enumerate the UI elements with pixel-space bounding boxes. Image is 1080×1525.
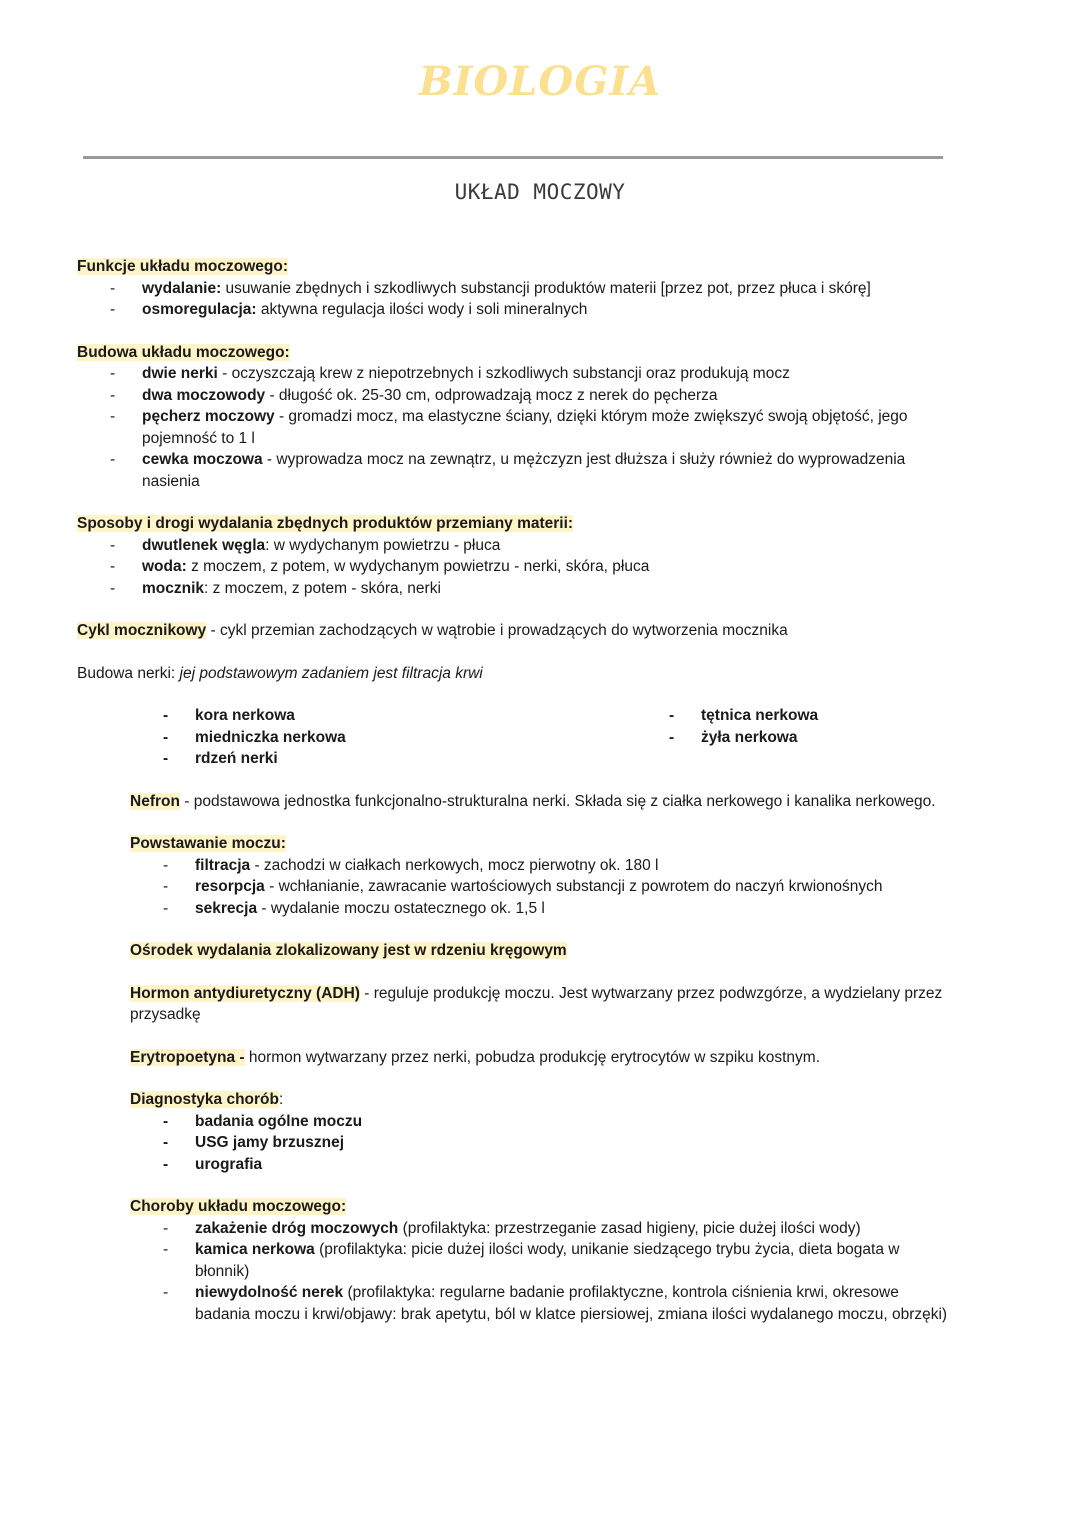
item-term: sekrecja	[195, 899, 258, 917]
item-text: z moczem, z potem, w wydychanym powietrzu - nerki, skóra, płuca	[186, 558, 650, 575]
section-budowa-nerki	[77, 663, 957, 685]
item-term: dwutlenek węgla	[142, 536, 266, 554]
item-term: zakażenie dróg moczowych	[195, 1219, 399, 1237]
section-choroby	[130, 1196, 957, 1325]
cykl-term: Cykl mocznikowy	[77, 622, 207, 639]
section-cykl	[77, 620, 957, 642]
list-item: - urografia	[130, 1154, 957, 1176]
item-text: - wydalanie moczu ostatecznego ok. 1,5 l	[257, 899, 545, 917]
heading-suffix: :	[279, 1091, 284, 1108]
list-item	[130, 1282, 957, 1325]
item-text: : w wydychanym powietrzu - płuca	[265, 536, 501, 554]
budowa-nerki-label: Budowa nerki:	[77, 664, 180, 682]
epo-term: Erytropoetyna -	[130, 1048, 245, 1066]
item-term: dwa moczowody	[142, 386, 266, 404]
epo-text: hormon wytwarzany przez nerki, pobudza produkcję erytrocytów w szpiku kostnym.	[244, 1048, 821, 1066]
list-item	[130, 1239, 957, 1282]
item-term: filtracja	[195, 856, 251, 874]
list-item	[130, 1218, 957, 1240]
list-item	[130, 876, 957, 898]
adh-term: Hormon antydiuretyczny (ADH)	[130, 984, 360, 1002]
item-text: - wchłanianie, zawracanie wartościowych substancji z powrotem do naczyń krwionośnych	[264, 878, 883, 895]
section-heading: Diagnostyka chorób	[130, 1091, 279, 1108]
list-item: - żyła nerkowa	[636, 727, 936, 749]
item-term: woda:	[142, 558, 187, 575]
page-title: BIOLOGIA	[418, 58, 662, 105]
list-item: - badania ogólne moczu	[130, 1111, 957, 1133]
item-text: usuwanie zbędnych i szkodliwych substancji produktów materii [przez pot, przez płuca i skórę]	[221, 279, 871, 297]
list-item: - miedniczka nerkowa	[130, 727, 636, 749]
section-nefron	[130, 791, 957, 813]
list-item	[130, 855, 957, 877]
item-term: kamica nerkowa	[195, 1241, 315, 1258]
list-item	[77, 278, 957, 300]
list-item	[77, 556, 957, 578]
item-text: (profilaktyka: regularne badanie profilaktyczne, kontrola ciśnienia krwi, okresowe badania moczu i krwi/objawy: brak apetytu, ból w klatce piersiowej, zmiana ilości wydalanego moczu, obrzęki)	[195, 1284, 948, 1323]
item-text: - oczyszczają krew z niepotrzebnych i szkodliwych substancji oraz produkują mocz	[217, 365, 790, 382]
item-term: dwie nerki	[142, 365, 218, 382]
section-heading: Funkcje układu moczowego:	[77, 258, 288, 275]
item-term: resorpcja	[195, 878, 265, 895]
list-item	[77, 578, 957, 600]
list-item: - USG jamy brzusznej	[130, 1132, 957, 1154]
section-heading: Sposoby i drogi wydalania zbędnych produktów przemiany materii:	[77, 515, 574, 532]
list-item	[77, 406, 957, 449]
item-text: - długość ok. 25-30 cm, odprowadzają mocz z nerek do pęcherza	[265, 386, 718, 404]
indented-block	[130, 791, 957, 1326]
section-epo	[130, 1047, 957, 1069]
kidney-parts	[130, 705, 957, 770]
list-item	[77, 363, 957, 385]
page-subtitle: UKŁAD MOCZOWY	[454, 180, 626, 204]
item-term: mocznik	[142, 579, 205, 597]
section-budowa	[77, 342, 957, 493]
divider	[83, 156, 943, 159]
section-heading: Powstawanie moczu:	[130, 835, 286, 852]
section-sposoby	[77, 513, 957, 599]
list-item: - tętnica nerkowa	[636, 705, 936, 727]
item-term: osmoregulacja:	[142, 301, 257, 318]
section-osrodek	[130, 940, 957, 962]
item-text: (profilaktyka: przestrzeganie zasad higieny, picie dużej ilości wody)	[398, 1219, 861, 1237]
list-item: - rdzeń nerki	[130, 748, 636, 770]
list-item	[130, 898, 957, 920]
item-text: aktywna regulacja ilości wody i soli mineralnych	[256, 301, 588, 318]
item-text: - zachodzi w ciałkach nerkowych, mocz pierwotny ok. 180 l	[250, 856, 659, 874]
item-term: pęcherz moczowy	[142, 408, 275, 425]
section-heading: Budowa układu moczowego:	[77, 343, 290, 361]
list-item	[77, 299, 957, 321]
osrodek-text: Ośrodek wydalania zlokalizowany jest w rdzeniu kręgowym	[130, 942, 567, 959]
nefron-term: Nefron	[130, 792, 180, 810]
item-term: wydalanie:	[142, 279, 222, 297]
cykl-text: - cykl przemian zachodzących w wątrobie i prowadzących do wytworzenia mocznika	[206, 622, 788, 639]
section-adh	[130, 983, 957, 1026]
document-body	[77, 256, 957, 1325]
section-funkcje	[77, 256, 957, 321]
section-diagnostyka	[130, 1089, 957, 1175]
item-text: (profilaktyka: picie dużej ilości wody, unikanie siedzącego trybu życia, dieta bogata w błonnik)	[195, 1241, 900, 1280]
section-powstawanie	[130, 833, 957, 919]
nefron-text: - podstawowa jednostka funkcjonalno-strukturalna nerki. Składa się z ciałka nerkowego i kanalika nerkowego.	[179, 792, 936, 810]
section-heading: Choroby układu moczowego:	[130, 1198, 347, 1215]
item-text: - wyprowadza mocz na zewnątrz, u mężczyzn jest dłuższa i służy również do wyprowadzenia nasienia	[142, 451, 906, 490]
list-item: - kora nerkowa	[130, 705, 636, 727]
adh-text: - reguluje produkcję moczu. Jest wytwarzany przez podwzgórze, a wydzielany przez przysadkę	[130, 984, 943, 1023]
list-item	[77, 535, 957, 557]
item-term: niewydolność nerek	[195, 1284, 344, 1301]
item-text: - gromadzi mocz, ma elastyczne ściany, dzięki którym może zwiększyć swoją objętość, jego pojemność to 1 l	[142, 408, 908, 447]
list-item	[77, 385, 957, 407]
item-text: : z moczem, z potem - skóra, nerki	[204, 579, 441, 597]
list-item	[77, 449, 957, 492]
item-term: cewka moczowa	[142, 451, 263, 468]
budowa-nerki-note: jej podstawowym zadaniem jest filtracja krwi	[179, 664, 483, 682]
